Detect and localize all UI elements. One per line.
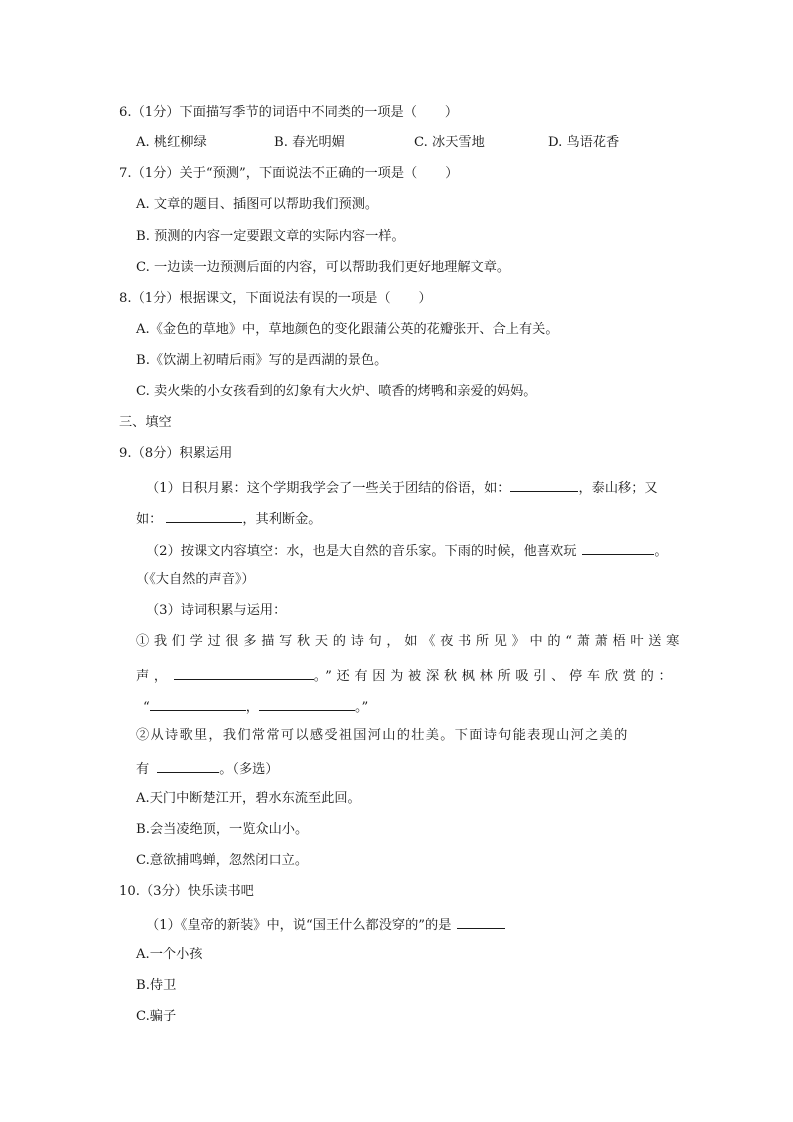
q6-option-b: B. 春光明媚: [274, 135, 345, 150]
fill-blank[interactable]: [582, 540, 654, 555]
q9-poem2-line1: ②从诗歌里，我们常常可以感受祖国河山的壮美。下面诗句能表现山河之美的: [136, 728, 629, 743]
q9-option-c: C.意欲捕鸣蝉，忽然闭口立。: [136, 853, 309, 868]
q7-option-a: A. 文章的题目、插图可以帮助我们预测。: [136, 197, 379, 212]
q8-option-a: A.《金色的草地》中，草地颜色的变化跟蒲公英的花瓣张开、合上有关。: [136, 322, 559, 337]
q9-part1-line2: 如： ，其利断金。: [136, 508, 322, 529]
question-10-stem: 10.（3分）快乐读书吧: [119, 884, 254, 899]
q9-part1-line1: （1）日积月累：这个学期我学会了一些关于团结的俗语，如： ，泰山移；又: [146, 477, 658, 498]
q7-option-c: C. 一边读一边预测后面的内容，可以帮助我们更好地理解文章。: [136, 260, 511, 275]
q7-option-b: B. 预测的内容一定要跟文章的实际内容一样。: [136, 229, 405, 244]
fill-blank[interactable]: [166, 508, 242, 523]
q10-option-b: B.侍卫: [136, 978, 177, 993]
q8-option-c: C. 卖火柴的小女孩看到的幻象有大火炉、喷香的烤鸭和亲爱的妈妈。: [136, 384, 537, 399]
q9-option-a: A.天门中断楚江开，碧水东流至此回。: [136, 791, 361, 806]
fill-blank[interactable]: [259, 696, 355, 711]
q9-part3-heading: （3）诗词积累与运用：: [146, 603, 287, 618]
q9-poem1-line1: ①我们学过很多描写秋天的诗句，如《夜书所见》中的“萧萧梧叶送寒: [136, 634, 685, 649]
q10-option-a: A.一个小孩: [136, 947, 203, 962]
question-7: 7.（1分）关于“预测”，下面说法不正确的一项是（ ）: [119, 166, 459, 181]
q6-option-a: A. 桃红柳绿: [136, 135, 207, 150]
q9-part2-line2: （《大自然的声音》）: [136, 572, 255, 587]
fill-blank[interactable]: [510, 477, 578, 492]
q6-option-d: D. 鸟语花香: [548, 135, 620, 150]
fill-blank[interactable]: [174, 665, 314, 680]
q6-option-c: C. 冰天雪地: [414, 135, 485, 150]
q9-poem1-line3: “ ， 。”: [143, 696, 368, 717]
question-7-stem: 7.（1分）关于“预测”，下面说法不正确的一项是（: [119, 166, 418, 181]
q9-poem2-line2: 有 。（多选）: [136, 758, 279, 779]
fill-blank[interactable]: [157, 758, 219, 773]
q10-option-c: C.骗子: [136, 1009, 177, 1024]
q9-option-b: B.会当凌绝顶，一览众山小。: [136, 822, 309, 837]
fill-blank[interactable]: [150, 696, 246, 711]
question-6: 6.（1分）下面描写季节的词语中不同类的一项是（ ）: [119, 105, 459, 120]
question-8: 8.（1分）根据课文，下面说法有误的一项是（ ）: [119, 291, 432, 306]
q8-option-b: B.《饮湖上初晴后雨》写的是西湖的景色。: [136, 353, 388, 368]
q10-part1: （1）《皇帝的新装》中，说“国王什么都没穿的”的是: [146, 914, 505, 935]
section-heading: 三、填空: [119, 415, 172, 430]
fill-blank[interactable]: [457, 914, 505, 929]
q9-part2-line1: （2）按课文内容填空：水，也是大自然的音乐家。下雨的时候，他喜欢玩 。: [146, 540, 668, 561]
question-9-stem: 9.（8分）积累运用: [119, 446, 233, 461]
question-6-stem: 6.（1分）下面描写季节的词语中不同类的一项是（: [119, 105, 417, 120]
question-8-stem: 8.（1分）根据课文，下面说法有误的一项是（: [119, 291, 391, 306]
q9-poem1-line2: 声， 。”还有因为被深秋枫林所吸引、停车欣赏的：: [136, 665, 676, 686]
